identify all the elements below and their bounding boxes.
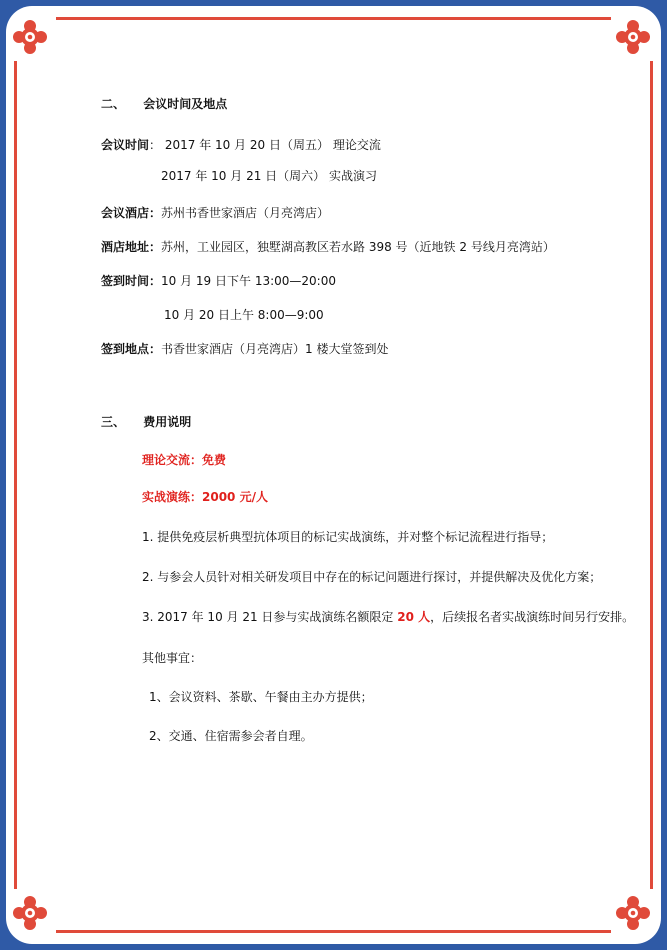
hotel-value: 苏州书香世家酒店（月亮湾店） [161, 206, 330, 220]
address-row [101, 239, 555, 255]
meeting-time-line1: 2017 年 10 月 20 日（周五） 理论交流 [164, 138, 381, 152]
right-border-line [650, 61, 653, 889]
seat-limit-highlight: 20 人 [397, 610, 431, 624]
checkin-time-label: 签到时间： [101, 274, 162, 288]
fee-theory: 理论交流：免费 [142, 453, 227, 467]
meeting-time-row [101, 137, 381, 153]
meeting-time-separator: ： [149, 138, 162, 152]
document-page [6, 6, 661, 944]
section2-heading [101, 96, 227, 112]
meeting-time-line2: 2017 年 10 月 21 日（周六） 实战演习 [161, 169, 377, 183]
checkin-time-row [101, 273, 336, 289]
corner-ornament-icon [13, 896, 47, 930]
section3-title: 费用说明 [143, 415, 192, 429]
checkin-place-value: 书香世家酒店（月亮湾店）1 楼大堂签到处 [161, 342, 389, 356]
hotel-row [101, 205, 329, 221]
fee-item-2: 2. 与参会人员针对相关研发项目中存在的标记问题进行探讨，并提供解决及优化方案； [142, 570, 602, 584]
corner-ornament-icon [13, 20, 47, 54]
bottom-border-line [56, 930, 611, 933]
other-matters-title: 其他事宜： [142, 651, 203, 665]
fee-item-3-text: 3. 2017 年 10 月 21 日参与实战演练名额限定 [142, 610, 398, 624]
corner-ornament-icon [616, 20, 650, 54]
checkin-time-2: 10 月 20 日上午 8:00—9:00 [164, 308, 324, 322]
meeting-time-label: 会议时间 [101, 138, 150, 152]
other-matter-2: 2、交通、住宿需参会者自理。 [149, 729, 313, 743]
hotel-label: 会议酒店： [101, 206, 162, 220]
checkin-place-label: 签到地点： [101, 342, 162, 356]
top-border-line [56, 17, 611, 20]
section3-heading [101, 414, 191, 430]
checkin-time-1: 10 月 19 日下午 13:00—20:00 [161, 274, 336, 288]
address-label: 酒店地址： [101, 240, 162, 254]
fee-item-1: 1. 提供免疫层析典型抗体项目的标记实战演练，并对整个标记流程进行指导； [142, 530, 554, 544]
fee-item-3-text-end: ，后续报名者实战演练时间另行安排。 [430, 610, 635, 624]
corner-ornament-icon [616, 896, 650, 930]
other-matter-1: 1、会议资料、茶歇、午餐由主办方提供； [149, 690, 373, 704]
section2-title: 会议时间及地点 [143, 97, 228, 111]
address-value: 苏州，工业园区，独墅湖高教区若水路 398 号（近地铁 2 号线月亮湾站） [161, 240, 555, 254]
section2-number: 二、 [101, 97, 126, 111]
section3-number: 三、 [101, 415, 126, 429]
left-border-line [14, 61, 17, 889]
fee-item-3 [142, 609, 634, 625]
fee-practice: 实战演练：2000 元/人 [142, 490, 268, 504]
checkin-place-row [101, 341, 388, 357]
